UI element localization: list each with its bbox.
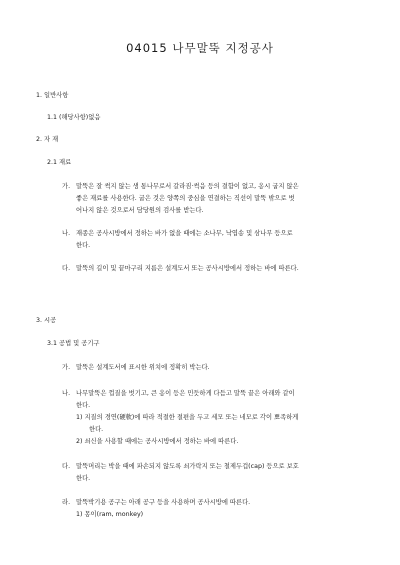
item-na-line-1: 재종은 공사시방에서 정하는 바가 없을 때에는 소나무, 낙엽송 및 삼나무 등으로 — [76, 230, 293, 237]
section-3-heading: 3. 시공 — [36, 317, 57, 324]
item-3-na-sub-1-line-1: 1) 지질의 경연(硬軟)에 따라 적절한 절편을 두고 세모 또는 네모로 각이 뾰족하게 — [76, 414, 299, 421]
section-2-heading: 2. 자 재 — [36, 136, 59, 143]
item-3-ra-line-1: 말뚝박기용 공구는 아래 공구 등을 사용하며 공사시방에 따른다. — [76, 499, 251, 506]
item-3-ra-sub-1-line-1: 1) 몽이(ram, monkey) — [76, 511, 144, 518]
document-title: 04015 나무말뚝 지정공사 — [126, 41, 274, 55]
section-2-1-heading: 2.1 재료 — [47, 159, 72, 166]
item-3-na-sub-2-line-1: 2) 쇠신을 사용할 때에는 공사시방에서 정하는 바에 따른다. — [76, 438, 239, 445]
item-3-ra-label: 라. — [62, 499, 71, 506]
section-1-1: 1.1 (해당사항)없음 — [47, 114, 101, 121]
item-ga-line-2: 좋은 재료를 사용한다. 굽은 것은 양쪽의 중심을 연결하는 직선이 말뚝 밖으로 벗 — [76, 195, 295, 202]
item-3-na-sub-1-line-2: 한다. — [89, 426, 104, 433]
item-ga-line-1: 말뚝은 잘 썩지 않는 생 통나무로서 갈라짐·썩음 등의 결함이 없고, 옹시 굽지 않은 — [76, 183, 299, 190]
item-na-label: 나. — [62, 230, 71, 237]
item-3-da-line-2: 한다. — [76, 475, 91, 482]
item-da-line-1: 말뚝의 길이 및 끝마구리 지름은 설계도서 또는 공사시방에서 정하는 바에 따른다. — [76, 265, 299, 272]
item-3-na-line-2: 한다. — [76, 402, 91, 409]
item-da-label: 다. — [62, 265, 71, 272]
item-ga-label: 가. — [62, 183, 71, 190]
item-na-line-2: 한다. — [76, 242, 91, 249]
item-ga-line-3: 어나지 않은 것으로서 담당원의 검사를 받는다. — [76, 207, 204, 214]
item-3-ga-label: 가. — [62, 364, 71, 371]
section-3-1-heading: 3.1 공법 및 공기구 — [47, 340, 100, 347]
item-3-da-label: 다. — [62, 463, 71, 470]
item-3-da-line-1: 말뚝머리는 박을 때에 파손되지 않도록 쇠가락지 또는 철제두겁(cap) 등으로 보호 — [76, 463, 299, 470]
item-3-na-label: 나. — [62, 390, 71, 397]
item-3-na-line-1: 나무말뚝은 껍질을 벗기고, 큰 옹이 등은 민듯하게 다듬고 말뚝 끝은 아래와 같이 — [76, 390, 295, 397]
section-1-heading: 1. 일반사항 — [36, 92, 69, 99]
item-3-ga-line-1: 말뚝은 설계도서에 표시한 위치에 정확히 박는다. — [76, 364, 210, 371]
